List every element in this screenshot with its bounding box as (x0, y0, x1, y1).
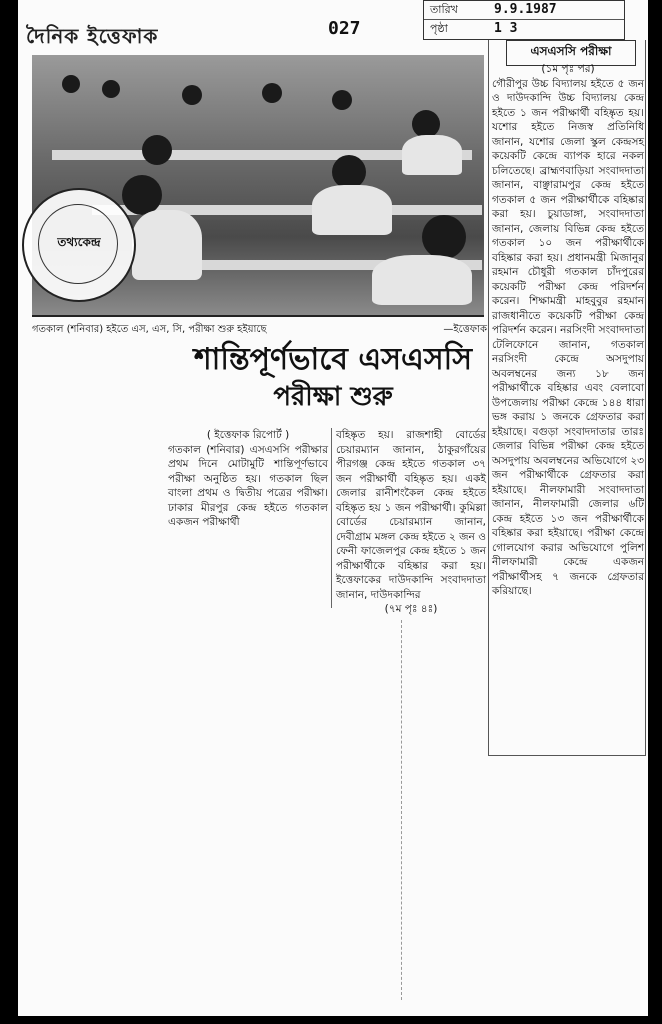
scan-border-left (0, 0, 18, 1024)
scan-border-right (648, 0, 662, 1024)
sidebar-subtitle: (১ম পৃঃ পর) (541, 63, 595, 75)
meta-date-row (424, 1, 624, 20)
article-body-left: গতকাল (শনিবার) এসএসসি পরীক্ষার প্রথম দিনে মোটামুটি শান্তিপূর্ণভাবে পরীক্ষা অনুষ্ঠিত হয়। গতকাল ছিল বাংলা প্রথম ও দ্বিতীয় পত্রের পরীক্ষা। ঢাকার মীরপুর কেন্দ্র হইতে গতকাল একজন পরীক্ষার্থী (168, 443, 328, 528)
article-continued-note: (৭ম পৃঃ ৪ঃ) (384, 603, 438, 615)
photo-student (422, 215, 466, 259)
photo-caption (32, 322, 487, 339)
stamp-text: তথ্যকেন্দ্র (57, 235, 101, 249)
newspaper-masthead: দৈনিক ইত্তেফাক (26, 24, 159, 48)
photo-student (262, 83, 282, 103)
sidebar-title: এসএসসি পরীক্ষা (506, 40, 636, 66)
newspaper-clipping (18, 0, 648, 1016)
archive-meta-box (423, 0, 625, 40)
meta-page-label: পৃষ্ঠা (430, 22, 448, 35)
photo-student (102, 80, 120, 98)
archive-page-number: 027 (328, 18, 361, 39)
article-column-middle (336, 428, 486, 617)
photo-student-shirt (132, 210, 202, 280)
photo-student-shirt (312, 185, 392, 235)
photo-student (122, 175, 162, 215)
photo-student (332, 155, 366, 189)
photo-student (62, 75, 80, 93)
sidebar-column (492, 62, 644, 599)
sidebar-body: গৌরীপুর উচ্চ বিদ্যালয় হইতে ৫ জন ও দাউদকান্দি উচ্চ বিদ্যালয় কেন্দ্র হইতে ১ জন পরীক্ষার্থী বহিষ্কৃত হয়। যশোর হইতে নিজস্ব প্রতিনিধি জানান, যশোর জেলা স্কুল কেন্দ্রসহ কয়েকটি কেন্দ্রে ব্যাপক হারে নকল চলিতেছে। ব্রাহ্মণবাড়িয়া সংবাদদাতা জানান, বাঞ্ছারামপুর কেন্দ্র হইতে গতকাল ৫ জন পরীক্ষার্থীকে বহিষ্কার করা হয়। চুয়াডাঙ্গা, সংবাদদাতা জানান, জেলায় বিভিন্ন কেন্দ্র হইতে গতকাল ১০ জন পরীক্ষার্থীকে বহিষ্কার করা হয়। প্রধানমন্ত্রী মিজানুর রহমান চৌধুরী গতকাল চাঁদপুরের কয়েকটি পরীক্ষা কেন্দ্র পরিদর্শন করেন। শিক্ষামন্ত্রী মাহবুবুর রহমান রাজধানীতে কয়েকটি পরীক্ষা কেন্দ্র পরিদর্শন করেন। নরসিংদী সংবাদদাতা টেলিফোনে জানান, গতকাল নরসিংদী কেন্দ্রে অসদুপায় অবলম্বনের জন্য ১৮ জন পরীক্ষার্থীকে বহিষ্কার এবং বেলাবো উপজেলায় পরীক্ষা কেন্দ্রে ১৪৪ ধারা ভঙ্গ করায় ১ জনকে গ্রেফতার করা হইয়াছে। বগুড়া সংবাদদাতার তারঃ জেলার বিভিন্ন পরীক্ষা কেন্দ্র হইতে অসদুপায় অবলম্বনের অভিযোগে ২৩ জন পরীক্ষার্থীকে গ্রেফতার করা হইয়াছে। নীলফামারী সংবাদদাতা জানান, নীলফামারী জেলার ৬টি কেন্দ্র হইতে ১৩ জন পরীক্ষার্থীকে বহিষ্কার করা হইয়াছে। পরীক্ষা কেন্দ্রে গোলযোগ করার অভিযোগে পুলিশ নীলফামারী কেন্দ্রে একজন পরীক্ষার্থীসহ ৭ জনকে গ্রেফতার করিয়াছে। (492, 77, 644, 597)
headline-line-1: শান্তিপূর্ণভাবে এসএসসি (193, 342, 473, 377)
photo-student (182, 85, 202, 105)
headline-line-2: পরীক্ষা শুরু (273, 382, 393, 412)
photo-credit: —ইত্তেফাক (443, 324, 487, 335)
article-column-left (168, 428, 328, 530)
column-divider (331, 428, 332, 608)
meta-page-row (424, 20, 624, 38)
meta-date-value: 9.9.1987 (494, 2, 557, 17)
scan-border-bottom (0, 1016, 662, 1024)
article-byline: ( ইত্তেফাক রিপোর্ট ) (206, 429, 290, 441)
photo-student-shirt (372, 255, 472, 305)
photo-student-shirt (402, 135, 462, 175)
fold-line (401, 620, 402, 1000)
photo-student (332, 90, 352, 110)
meta-date-label: তারিখ (430, 3, 458, 16)
photo-caption-text: গতকাল (শনিবার) হইতে এস, এস, সি, পরীক্ষা শুরু হইয়াছে (32, 324, 267, 335)
photo-student (412, 110, 440, 138)
archive-seal-stamp (22, 188, 136, 302)
meta-page-value: 1 3 (494, 21, 518, 36)
photo-student (142, 135, 172, 165)
article-body-middle: বহিষ্কৃত হয়। রাজশাহী বোর্ডের চেয়ারম্যান জানান, ঠাকুরগাঁয়ের পীরগঞ্জ কেন্দ্র হইতে গতকাল ৩৭ জন পরীক্ষার্থী বহিষ্কৃত হয়। একই জেলার রানীশংকৈল কেন্দ্র হইতে বহিষ্কৃত হয় ১ জন পরীক্ষার্থী। কুমিল্লা বোর্ডের চেয়ারম্যান জানান, দেবীগ্রাম মঙ্গল কেন্দ্র হইতে ২ জন ও ফেনী ফাজেলপুর কেন্দ্র হইতে ১ জন পরীক্ষার্থীকে বহিষ্কার করা হয়। ইত্তেফাকের দাউদকান্দি সংবাদদাতা জানান, দাউদকান্দির (336, 429, 486, 601)
